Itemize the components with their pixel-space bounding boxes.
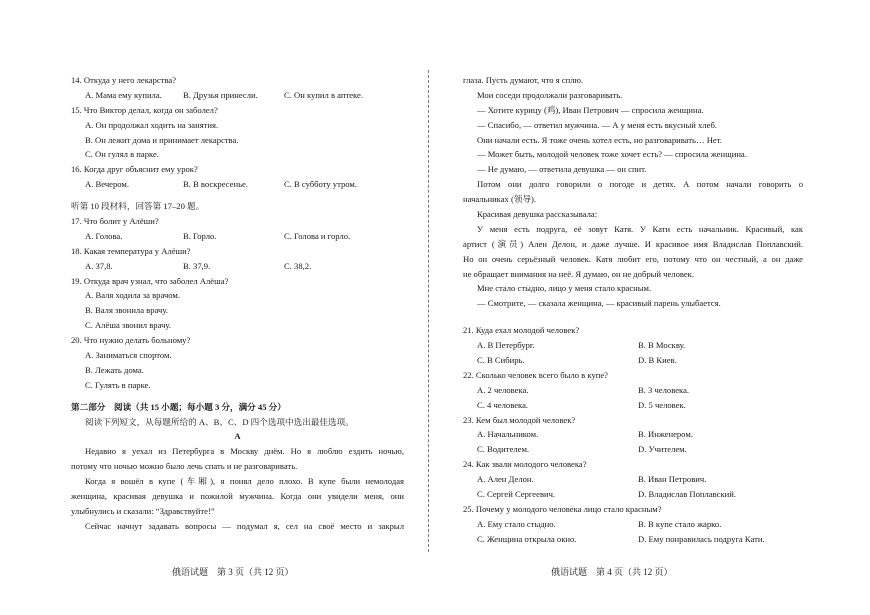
option-b: B. Инженером. [638, 429, 693, 440]
option-b: B. Друзья принесли. [183, 89, 258, 100]
option-a: A. Мама ему купила. [85, 89, 162, 100]
page-3-content [71, 73, 404, 534]
question-16: 16. Когда друг объяснит ему урок? [71, 164, 198, 175]
option-c: C. Он гулял в парке. [85, 149, 159, 160]
option-c: C. Водителем. [477, 444, 530, 455]
option-c: C. 38,2. [284, 260, 312, 271]
passage-title: A [234, 431, 241, 442]
question-21-options-ab [463, 338, 803, 353]
passage-line: Мне стало стыдно, лицо у меня стало красным. [477, 283, 652, 294]
passage-line: улыбнулись и сказали: “Здравствуйте!” [71, 505, 215, 516]
passage-line: не обращает внимания на неё. Я думаю, он не добрый человек. [463, 268, 695, 279]
passage-line: У меня есть подруга, её зовут Катя. У Кати есть начальник. Красивый, как [477, 223, 803, 234]
page-4 [430, 0, 870, 615]
option-c: C. В Сибирь. [477, 355, 525, 366]
passage-line: Когда я вошёл в купе (车厢), я понял дело плохо. В купе были немолодая [85, 476, 404, 487]
option-c: C. В субботу утром. [284, 179, 357, 190]
option-d: D. Владислав Поплавский. [638, 489, 736, 500]
page-3 [0, 0, 430, 615]
option-a: A. Ален Делон. [477, 474, 534, 485]
passage-line: женщина, красивая девушка и пожилой мужчина. Когда они увидели меня, они [71, 491, 404, 502]
question-21: 21. Куда ехал молодой человек? [463, 325, 580, 336]
option-c: C. Сергей Сергеевич. [477, 489, 556, 500]
passage-line: артист (演员) Ален Делон, и даже лучше. И красивое имя Владислав Поплавский. [463, 238, 803, 249]
question-25-options-ab [463, 517, 803, 532]
passage-line: Красивая девушка рассказывала: [477, 209, 598, 220]
option-a: A. Вечером. [85, 179, 129, 190]
page-4-content [463, 73, 803, 547]
option-b: B. В купе стало жарко. [638, 518, 722, 529]
option-b: B. Валя звонила врачу. [85, 305, 168, 316]
option-c: C. Женщина открыла окно. [477, 533, 577, 544]
page-footer: 俄语试题 第 4 页（共 12 页） [551, 567, 673, 577]
option-b: B. 37,9. [183, 260, 211, 271]
option-d: D. В Киев. [638, 355, 677, 366]
question-23-options-cd [463, 442, 803, 457]
question-21-options-cd [463, 353, 803, 368]
option-a: A. Он продолжал ходить на занятия. [85, 119, 219, 130]
question-14-options [71, 88, 404, 103]
passage-line: Мои соседи продолжали разговаривать. [477, 89, 623, 100]
option-b: B. Иван Петрович. [638, 474, 707, 485]
passage-line: Недавно я уехал из Петербурга в Москву днём. Но я люблю ездить ночью, [85, 446, 404, 457]
option-b: B. Лежать дома. [85, 364, 144, 375]
question-23-options-ab [463, 427, 803, 442]
question-19: 19. Откуда врач узнал, что заболел Алёша? [71, 275, 229, 286]
question-22-options-cd [463, 398, 803, 413]
passage-line: Потом они долго говорили о погоде и детях. А потом начали говорить о [477, 179, 803, 190]
question-17: 17. Что болит у Алёши? [71, 216, 159, 227]
question-18-options [71, 259, 404, 274]
question-25-options-cd [463, 532, 803, 547]
option-c: C. Он купил в аптеке. [284, 89, 363, 100]
option-b: B. Горло. [183, 230, 217, 241]
passage-line: Они начали есть. Я тоже очень хотел есть, но разговаривать… Нет. [477, 134, 722, 145]
option-a: A. Начальником. [477, 429, 539, 440]
question-24: 24. Как звали молодого человека? [463, 459, 587, 470]
option-a: A. 37,8. [85, 260, 113, 271]
option-b: B. 3 человека. [638, 384, 690, 395]
option-d: D. 5 человек. [638, 399, 686, 410]
question-17-options [71, 229, 404, 244]
question-22-options-ab [463, 383, 803, 398]
option-c: C. 4 человека. [477, 399, 529, 410]
question-24-options-cd [463, 487, 803, 502]
passage-line: глаза. Пусть думают, что я сплю. [463, 75, 584, 85]
question-20: 20. Что нужно делать больному? [71, 335, 191, 346]
page-footer: 俄语试题 第 3 页（共 12 页） [172, 567, 294, 577]
option-c: C. Голова и горло. [284, 230, 351, 241]
option-b: B. Он лежит дома и принимает лекарства. [85, 134, 239, 145]
option-a: A. 2 человека. [477, 384, 529, 395]
option-c: C. Алёша звонил врачу. [85, 320, 171, 331]
question-14: 14. Откуда у него лекарства? [71, 75, 177, 85]
passage-line: — Смотрите, — сказала женщина, — красивый парень улыбается. [477, 298, 721, 309]
option-a: A. Ему стало стыдно. [477, 518, 556, 529]
question-16-options [71, 177, 404, 192]
passage-line: Но он очень серьёзный человек. Катя любит его, потому что он честный, а он даже [463, 253, 803, 264]
option-d: D. Учителем. [638, 444, 687, 455]
passage-line: — Может быть, молодой человек тоже хочет есть? — спросила женщина. [477, 149, 747, 160]
passage-line: потому что ночью можно было лечь спать и не разговаривать. [71, 461, 298, 472]
option-c: C. Гулять в парке. [85, 379, 151, 390]
question-18: 18. Какая температура у Алёши? [71, 245, 191, 256]
option-a: A. Валя ходила за врачом. [85, 290, 180, 301]
passage-line: — Хотите курицу (鸡), Иван Петрович — спросила женщина. [477, 104, 704, 115]
section-instruction: 阅读下列短文，从每题所给的 A、B、C、D 四个选项中选出最佳选项。 [85, 416, 354, 427]
question-25: 25. Почему у молодого человека лицо стало красным? [463, 503, 662, 514]
question-15: 15. Что Виктор делал, когда он заболел? [71, 104, 218, 115]
option-b: B. В Москву. [638, 340, 686, 351]
option-d: D. Ему понравилась подруга Кати. [638, 533, 765, 544]
question-23: 23. Кем был молодой человек? [463, 414, 576, 425]
passage-line: Сейчас начнут задавать вопросы — подумал я, сел на своё место и закрыл [85, 520, 404, 531]
option-a: A. В Петербург. [477, 340, 535, 351]
section-heading: 第二部分 阅读（共 15 小题；每小题 3 分，满分 45 分） [71, 401, 286, 412]
option-b: B. В воскресенье. [183, 179, 248, 190]
passage-line: — Спасибо, — ответил мужчина. — А у меня есть вкусный хлеб. [477, 119, 717, 130]
question-22: 22. Сколько человек всего было в купе? [463, 369, 608, 380]
option-a: A. Заниматься спортом. [85, 350, 172, 361]
passage-line: — Не думаю, — ответила девушка — он спит. [477, 164, 647, 175]
listening-instruction: 听第 10 段材料，回答第 17–20 题。 [71, 201, 205, 212]
page-divider [428, 70, 429, 552]
option-a: A. Голова. [85, 230, 123, 241]
passage-line: начальниках (领导). [463, 194, 537, 205]
question-24-options-ab [463, 472, 803, 487]
